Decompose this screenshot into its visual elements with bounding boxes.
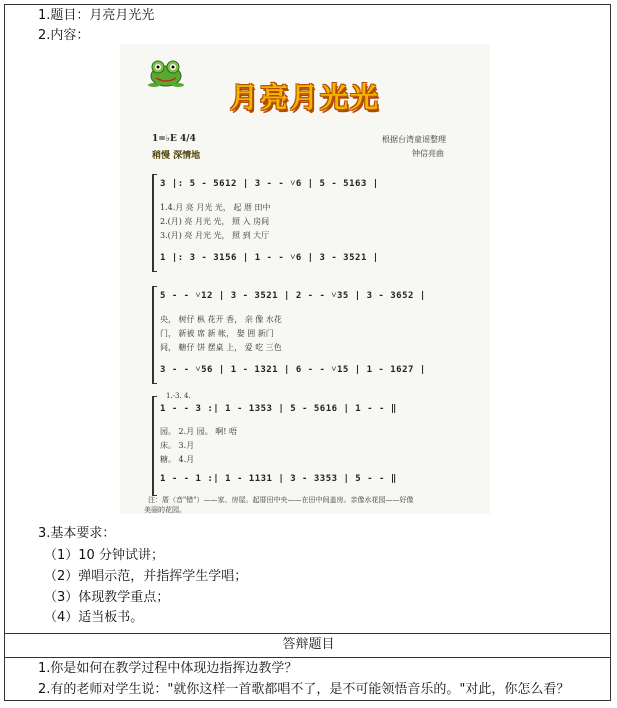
- lyric-line: 床。 3.月: [160, 441, 195, 450]
- requirement-item: （2）弹唱示范，并指挥学生学唱；: [44, 569, 248, 584]
- requirements-heading: 3.基本要求：: [38, 526, 116, 541]
- system-bracket: [152, 174, 157, 272]
- melody-line: 3 |: 5 - 5612 | 3 - - ˅6 | 5 - 5163 |: [160, 179, 379, 189]
- tempo-marking: 稍慢 深情地: [152, 151, 201, 161]
- defense-question-2: 2.有的老师对学生说："就你这样一首歌都唱不了，是不可能领悟音乐的。"对此，你怎么看？: [38, 682, 570, 697]
- lyric-credit: 根据台湾童谣整理: [382, 135, 446, 144]
- score-footnote: 美丽的花园。: [144, 506, 186, 514]
- score-system-3: [152, 394, 460, 496]
- question-title: 1.题目：月亮月光光: [38, 8, 155, 23]
- table-divider: [5, 657, 610, 658]
- requirement-item: （4）适当板书。: [44, 610, 144, 625]
- bass-line: 1 |: 3 - 3156 | 1 - - ˅6 | 3 - 3521 |: [160, 253, 379, 263]
- lyric-line: 糖。 4.月: [160, 455, 195, 464]
- composer-credit: 钟信亮曲: [412, 149, 444, 158]
- system-bracket: [152, 286, 157, 384]
- defense-heading: 答辩题目: [282, 637, 335, 652]
- lyric-line: 园。 2.月 园。 啊! 唔: [160, 427, 238, 436]
- defense-question-1: 1.你是如何在教学过程中体现边指挥边教学？: [38, 661, 298, 676]
- lyric-line: 1.4.月 亮 月光 光， 起 厝 田中: [160, 203, 271, 212]
- bass-line: 3 - - ˅56 | 1 - 1321 | 6 - - ˅15 | 1 - 1627 |: [160, 365, 426, 375]
- score-title: 月亮月光光: [229, 81, 380, 114]
- requirement-item: （3）体现教学重点；: [44, 590, 170, 605]
- bass-line: 1 - - 1 :| 1 - 1131 | 3 - 3353 | 5 - - ‖: [160, 474, 397, 484]
- lyric-line: 间， 糖仔 饼 摆桌 上， 爱 吃 三色: [160, 343, 282, 352]
- lyric-line: 3.(月) 亮 月光 光， 照 到 大厅: [160, 231, 270, 240]
- lyric-line: 2.(月) 亮 月光 光， 照 入 房间: [160, 217, 270, 226]
- volta-ending: 1.-3. 4.: [166, 392, 191, 400]
- content-label: 2.内容：: [38, 28, 90, 43]
- key-signature: 1=♭E 4/4: [152, 134, 196, 144]
- table-divider: [5, 633, 610, 634]
- requirement-item: （1）10 分钟试讲；: [44, 548, 164, 563]
- melody-line: 1 - - 3 :| 1 - 1353 | 5 - 5616 | 1 - - ‖: [160, 404, 397, 414]
- melody-line: 5 - - ˅12 | 3 - 3521 | 2 - - ˅35 | 3 - 3652 |: [160, 291, 426, 301]
- score-system-1: [152, 172, 460, 272]
- score-footnote: 注：厝（音"错"）——家、房屋。起厝田中央——在田中间盖房。亲像水花园——好像: [148, 496, 414, 504]
- lyric-line: 央， 树仔 枞 花开 香， 亲 像 水花: [160, 315, 282, 324]
- lyric-line: 门， 新被 席 新 帐， 娶 囲 新门: [160, 329, 274, 338]
- system-bracket: [152, 396, 157, 496]
- score-system-2: [152, 284, 460, 384]
- music-score: [120, 44, 490, 514]
